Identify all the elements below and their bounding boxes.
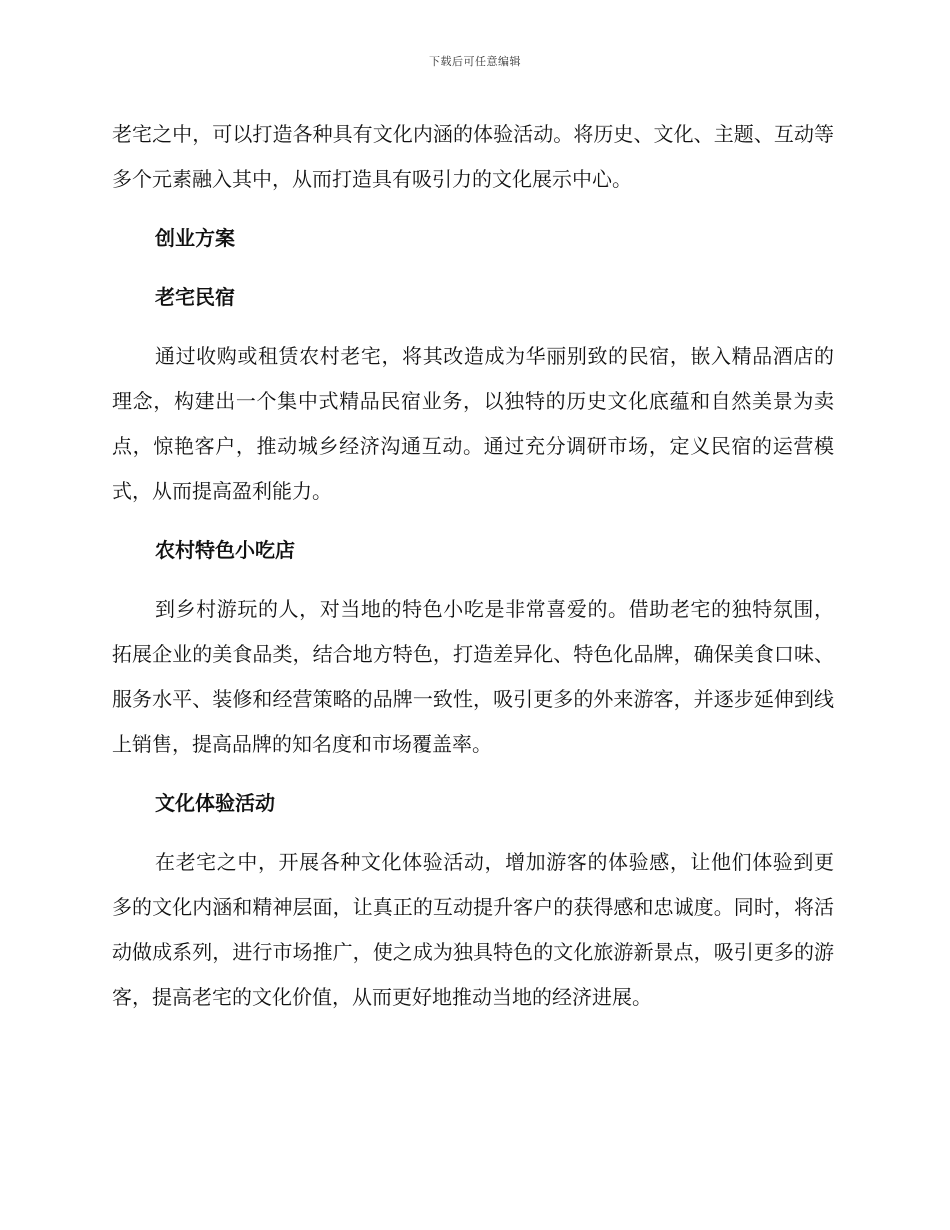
section-heading-business-plan: 创业方案 [155, 226, 235, 250]
snack-shop-paragraph: 到乡村游玩的人，对当地的特色小吃是非常喜爱的。借助老宅的独特氛围，拓展企业的美食品类，结合地方特色，打造差异化、特色化品牌，确保美食口味、服务水平、装修和经营策略的品牌一致性，吸引更多的外来游客，并逐步延伸到线上销售，提高品牌的知名度和市场覆盖率。 [112, 597, 834, 756]
section-heading-snack-shop: 农村特色小吃店 [155, 538, 295, 562]
document-body [112, 112, 834, 1020]
cultural-activities-paragraph: 在老宅之中，开展各种文化体验活动，增加游客的体验感，让他们体验到更多的文化内涵和精神层面，让真正的互动提升客户的获得感和忠诚度。同时，将活动做成系列，进行市场推广，使之成为独具特色的文化旅游新景点，吸引更多的游客，提高老宅的文化价值，从而更好地推动当地的经济进展。 [112, 850, 834, 1009]
homestay-paragraph: 通过收购或租赁农村老宅，将其改造成为华丽别致的民宿，嵌入精品酒店的理念，构建出一个集中式精品民宿业务，以独特的历史文化底蕴和自然美景为卖点，惊艳客户，推动城乡经济沟通互动。通过充分调研市场，定义民宿的运营模式，从而提高盈利能力。 [112, 344, 834, 503]
intro-paragraph: 老宅之中，可以打造各种具有文化内涵的体验活动。将历史、文化、主题、互动等多个元素融入其中，从而打造具有吸引力的文化展示中心。 [112, 122, 834, 191]
section-heading-cultural-activities: 文化体验活动 [155, 791, 275, 815]
page-header: 下载后可任意编辑 [429, 55, 521, 68]
section-heading-homestay: 老宅民宿 [155, 285, 235, 309]
